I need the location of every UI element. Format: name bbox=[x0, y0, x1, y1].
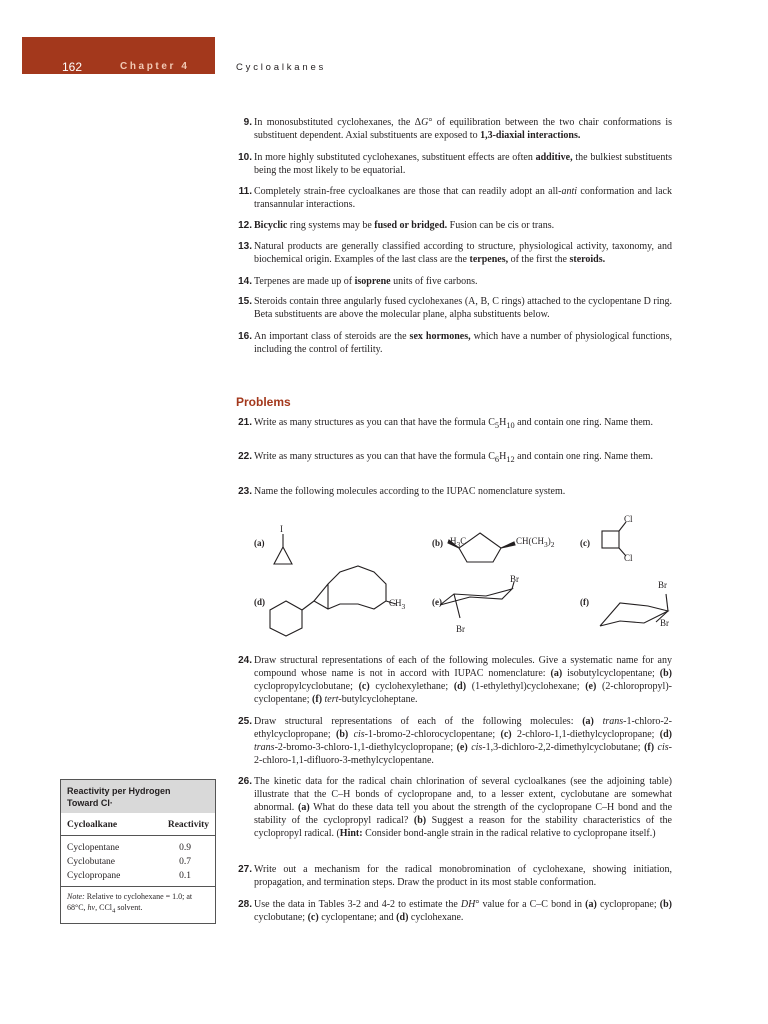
atom-label-bromine: Br bbox=[510, 574, 519, 584]
summary-item bbox=[236, 240, 672, 266]
problem-text: Write out a mechanism for the radical monobromination of cyclohexane, showing initiation, propagation, and termination steps. Draw the product in its most stable conformation. bbox=[254, 864, 672, 888]
item-text: In monosubstituted cyclohexanes, the ΔG° of equilibration between the two chair conformations is substituent dependent. Axial substituents are exposed to 1,3-diaxial interactions. bbox=[254, 117, 672, 141]
problem-text: The kinetic data for the radical chain chlorination of several cycloalkanes (see the adjoining table) illustrate that the C–H bonds of cyclopropane and, to a lesser extent, cyclobutane are somewhat abnormal. (a) What do these data tell you about the strength of the cyclopropane C–H bond and the stability of the cyclopropyl radical? (b) Suggest a reason for the stability characteristics of the cyclopropyl radical. (Hint: Consider bond-angle strain in the radical relative to cyclopropane itself.) bbox=[254, 776, 673, 839]
problem-text: Draw structural representations of each of the following molecules: (a) trans-1-chloro-2-ethylcyclopropane; (b) cis-1-bromo-2-chlorocyclopentane; (c) 2-chloro-1,1-diethylcyclopropane; (d) trans-2-bromo-3-chloro-1,1-diethylcyclopropane; (e) cis-1,3-dichloro-2,2-dimethylcyclobutane; (f) cis-2-chloro-1,1-difluoro-3-methylcyclopentane. bbox=[254, 716, 672, 766]
problem-number: 22. bbox=[238, 451, 252, 462]
structure-d bbox=[270, 566, 396, 636]
item-text: Natural products are generally classified according to structure, physiological activity, taxonomy, and biochemical origin. Examples of the last class are the terpenes, of the first the steroids. bbox=[254, 241, 672, 265]
problem-number: 27. bbox=[238, 864, 252, 875]
table-cell: 0.1 bbox=[179, 871, 191, 881]
problem-number: 28. bbox=[238, 899, 252, 910]
atom-label-methyl: $H_3C$ bbox=[450, 536, 467, 549]
table-row bbox=[61, 869, 215, 883]
problem-item bbox=[236, 715, 672, 767]
figure-label-e: (e) bbox=[432, 597, 442, 607]
item-text: Steroids contain three angularly fused cyclohexanes (A, B, C rings) attached to the cyclopentane D ring. Beta substituents are above the molecular plane, alpha substituents below. bbox=[254, 296, 672, 320]
item-number: 12. bbox=[238, 220, 252, 231]
structure-a bbox=[274, 534, 292, 564]
atom-label-chlorine: Cl bbox=[624, 553, 633, 563]
item-text: Bicyclic ring systems may be fused or bridged. Fusion can be cis or trans. bbox=[254, 220, 555, 231]
summary-item bbox=[236, 185, 672, 211]
summary-item bbox=[236, 219, 672, 232]
item-number: 13. bbox=[238, 241, 252, 252]
atom-label-methyl: $CH_3$ bbox=[389, 598, 406, 611]
reactivity-table bbox=[60, 779, 216, 924]
item-number: 11. bbox=[238, 186, 252, 197]
item-text: An important class of steroids are the sex hormones, which have a number of physiological functions, including the control of fertility. bbox=[254, 331, 672, 355]
molecule-figure bbox=[236, 506, 676, 646]
item-text: In more highly substituted cyclohexanes, substituent effects are often additive, the bulkiest substituents being the most likely to be equatorial. bbox=[254, 152, 672, 176]
problem-text: Use the data in Tables 3-2 and 4-2 to estimate the DH° value for a C–C bond in (a) cyclopropane; (b) cyclobutane; (c) cyclopentane; and (d) cyclohexane. bbox=[254, 899, 672, 923]
problem-item bbox=[236, 485, 672, 498]
item-number: 9. bbox=[243, 117, 252, 128]
problem-number: 23. bbox=[238, 486, 252, 497]
problem-text: Draw structural representations of each of the following molecules. Give a systematic name for any compound whose name is not in accord with IUPAC nomenclature: (a) isobutylcyclopentane; (b) cyclopropylcyclobutane; (c) cyclohexylethane; (d) (1-ethylethyl)cyclohexane; (e) (2-chloropropyl)-cyclopentane; (f) tert-butylcycloheptane. bbox=[254, 655, 672, 705]
problem-number: 25. bbox=[238, 716, 252, 727]
item-number: 16. bbox=[238, 331, 252, 342]
problem-item bbox=[236, 775, 672, 840]
table-cell: Cyclopropane bbox=[67, 871, 121, 881]
problem-number: 21. bbox=[238, 417, 252, 428]
figure-label-a: (a) bbox=[254, 538, 265, 548]
structure-f bbox=[600, 594, 668, 626]
item-number: 14. bbox=[238, 276, 252, 287]
problem-text: Write as many structures as you can that have the formula $C_6H_{12}$ and contain one ring. Name them. bbox=[254, 451, 653, 464]
figure-label-d: (d) bbox=[254, 597, 265, 607]
problem-text: Write as many structures as you can that have the formula $C_5H_{10}$ and contain one ring. Name them. bbox=[254, 417, 653, 430]
table-note: Note: Relative to cyclohexane = 1.0; at 68°C, hν, CCl$_4$ solvent. bbox=[67, 892, 193, 915]
summary-item bbox=[236, 151, 672, 177]
item-number: 15. bbox=[238, 296, 252, 307]
atom-label-bromine: Br bbox=[660, 618, 669, 628]
atom-label-iodine: I bbox=[280, 524, 283, 534]
structure-c bbox=[602, 522, 626, 556]
table-cell: 0.9 bbox=[179, 843, 191, 853]
figure-label-c: (c) bbox=[580, 538, 590, 548]
page-number: 162 bbox=[62, 60, 83, 74]
summary-item bbox=[236, 295, 672, 321]
problem-text: Name the following molecules according to the IUPAC nomenclature system. bbox=[254, 486, 566, 497]
table-cell: Cyclopentane bbox=[67, 843, 120, 853]
problem-number: 26. bbox=[238, 776, 252, 787]
table-title-line: Toward Cl· bbox=[67, 798, 113, 808]
chapter-label: Chapter 4 bbox=[120, 61, 190, 72]
summary-item bbox=[236, 116, 672, 142]
item-number: 10. bbox=[238, 152, 252, 163]
problem-item bbox=[236, 450, 672, 466]
figure-label-f: (f) bbox=[580, 597, 589, 607]
structure-e bbox=[440, 582, 514, 618]
table-title-line: Reactivity per Hydrogen bbox=[67, 786, 171, 796]
table-row bbox=[61, 841, 215, 855]
table-title bbox=[61, 780, 215, 813]
table-cell: Cyclobutane bbox=[67, 857, 116, 867]
summary-item bbox=[236, 330, 672, 356]
atom-label-bromine: Br bbox=[658, 580, 667, 590]
column-header: Reactivity bbox=[167, 820, 209, 830]
running-title: Cycloalkanes bbox=[236, 62, 327, 73]
problem-number: 24. bbox=[238, 655, 252, 666]
problem-item bbox=[236, 863, 672, 889]
atom-label-chlorine: Cl bbox=[624, 514, 633, 524]
figure-label-b: (b) bbox=[432, 538, 443, 548]
table-cell: 0.7 bbox=[179, 857, 191, 867]
problem-item bbox=[236, 416, 672, 432]
table-row bbox=[61, 855, 215, 869]
item-text: Terpenes are made up of isoprene units of five carbons. bbox=[254, 276, 478, 287]
atom-label-bromine: Br bbox=[456, 624, 465, 634]
column-header: Cycloalkane bbox=[67, 820, 118, 830]
summary-item bbox=[236, 275, 672, 288]
item-text: Completely strain-free cycloalkanes are those that can readily adopt an all-anti conformation and lack transannular interactions. bbox=[254, 186, 672, 210]
problems-heading: Problems bbox=[236, 395, 291, 409]
table-body bbox=[61, 836, 215, 887]
table-header-row bbox=[61, 813, 215, 836]
problem-item bbox=[236, 654, 672, 706]
problem-item bbox=[236, 898, 672, 924]
atom-label-isopropyl: $CH(CH_3)_2$ bbox=[516, 536, 555, 549]
